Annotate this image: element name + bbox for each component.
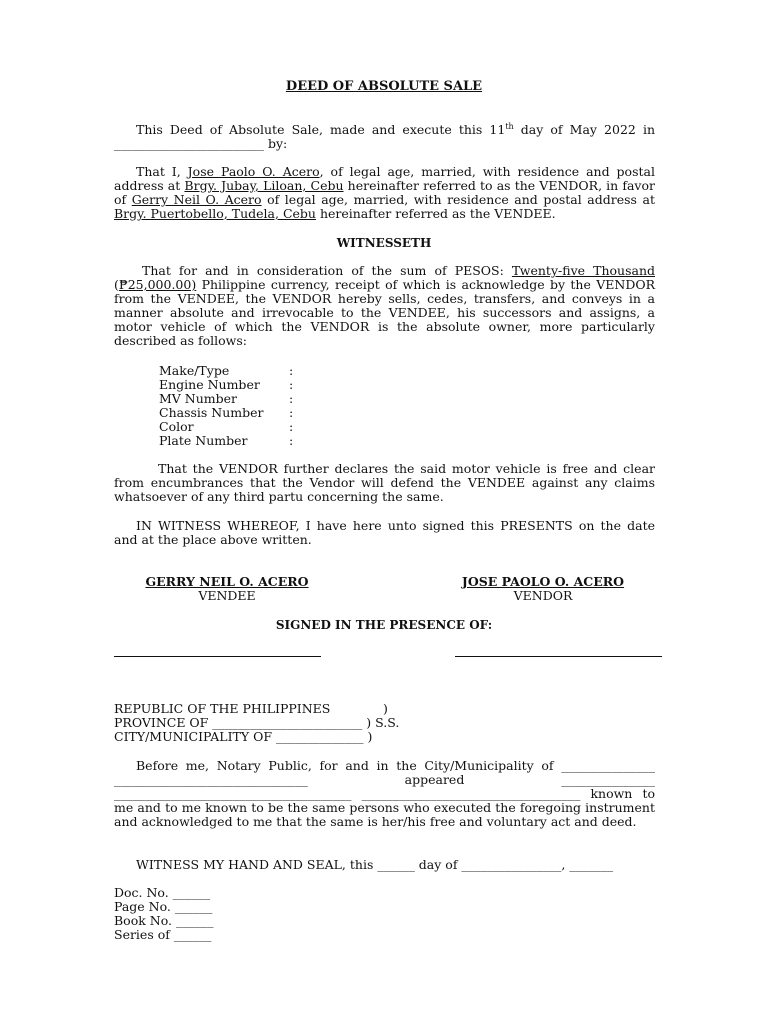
- spec-colon: :: [289, 363, 294, 378]
- spec-colon: :: [289, 405, 294, 420]
- intro-paragraph: [114, 123, 655, 151]
- spec-label: Chassis Number: [159, 405, 264, 420]
- intro-sup: th: [505, 121, 514, 131]
- city-line: CITY/MUNICIPALITY OF ______________ ): [114, 729, 373, 744]
- series-of: Series of ______: [114, 927, 212, 942]
- parties-text: , of legal age, married, with residence and postal address at: [114, 164, 655, 193]
- spec-label: Color: [159, 419, 194, 434]
- page-no: Page No. ______: [114, 899, 213, 914]
- parties-text: of legal age, married, with residence and postal address at: [261, 192, 655, 207]
- republic-line: REPUBLIC OF THE PHILIPPINES: [114, 701, 331, 716]
- vendor-address: Brgy. Jubay, Liloan, Cebu: [184, 178, 344, 193]
- republic-paren: ): [383, 701, 388, 716]
- consideration-text: Philippine currency, receipt of which is acknowledge by the VENDOR from the VENDEE, the VENDOR hereby sells, cedes, transfers, and conveys in a manner absolute and irrevocable to the VENDEE, his successors and assigns, a motor vehicle of which the VENDOR is the absolute owner, more particularly described as follows:: [114, 277, 655, 348]
- doc-no: Doc. No. ______: [114, 885, 211, 900]
- vendee-signatory-name: GERRY NEIL O. ACERO: [145, 574, 309, 589]
- parties-text: hereinafter referred as the VENDEE.: [315, 206, 556, 221]
- spec-label: Plate Number: [159, 433, 248, 448]
- spec-colon: :: [289, 391, 294, 406]
- parties-text: That I,: [136, 164, 188, 179]
- vendee-name: Gerry Neil O. Acero: [131, 192, 262, 207]
- consideration-text: (: [114, 277, 119, 292]
- vendor-signatory-name: JOSE PAOLO O. ACERO: [461, 574, 625, 589]
- spec-label: Make/Type: [159, 363, 230, 378]
- book-no: Book No. ______: [114, 913, 214, 928]
- intro-line2: ________________________ by:: [114, 136, 288, 151]
- witness-signature-line-left: [114, 656, 321, 657]
- document-title: DEED OF ABSOLUTE SALE: [285, 79, 483, 94]
- presence-heading: SIGNED IN THE PRESENCE OF:: [275, 618, 493, 632]
- doc-entries: [114, 886, 213, 942]
- parties-paragraph: [114, 165, 655, 221]
- spec-label: MV Number: [159, 391, 238, 406]
- vendee-address: Brgy. Puertobello, Tudela, Cebu: [114, 206, 316, 221]
- vendee-role-label: VENDEE: [198, 588, 256, 603]
- notary-paragraph: Before me, Notary Public, for and in the City/Municipality of _______________ _______________________________ appeared _______________ ______________________________________ ___________________________________ known to me and to me known to be the same persons who executed the foregoing instrument and acknowledged to me that the same is her/his free and voluntary act and deed.: [114, 758, 655, 829]
- witness-hand-line: WITNESS MY HAND AND SEAL, this ______ day of ________________, _______: [136, 857, 614, 872]
- vendee-signature-block: [140, 575, 314, 603]
- province-line: PROVINCE OF ________________________ ) S.S.: [114, 715, 400, 730]
- intro-line1: This Deed of Absolute Sale, made and execute this 11: [136, 122, 506, 137]
- intro-line1-end: day of May 2022 in: [513, 122, 655, 137]
- spec-colon: :: [289, 377, 294, 392]
- amount-words: Twenty-five Thousand: [511, 263, 655, 278]
- spec-colon: :: [289, 433, 294, 448]
- vendor-role-label: VENDOR: [513, 588, 573, 603]
- vendor-signature-block: [450, 575, 636, 603]
- amount-figure: ₱25,000.00): [118, 277, 197, 292]
- consideration-text: That for and in consideration of the sum of PESOS:: [142, 263, 512, 278]
- in-witness-paragraph: IN WITNESS WHEREOF, I have here unto signed this PRESENTS on the date and at the place above written.: [114, 518, 655, 547]
- witness-signature-line-right: [455, 656, 662, 657]
- consideration-paragraph: [114, 264, 655, 348]
- spec-label: Engine Number: [159, 377, 260, 392]
- vendor-name: Jose Paolo O. Acero: [187, 164, 320, 179]
- spec-colon: :: [289, 419, 294, 434]
- parties-text: hereinafter referred to as the VENDOR, in favor of: [114, 178, 655, 207]
- witnesseth-heading: WITNESSETH: [336, 236, 432, 250]
- declaration-paragraph: That the VENDOR further declares the said motor vehicle is free and clear from encumbrances that the Vendor will defend the VENDEE against any claims whatsoever of any third partu concerning the same.: [114, 461, 655, 504]
